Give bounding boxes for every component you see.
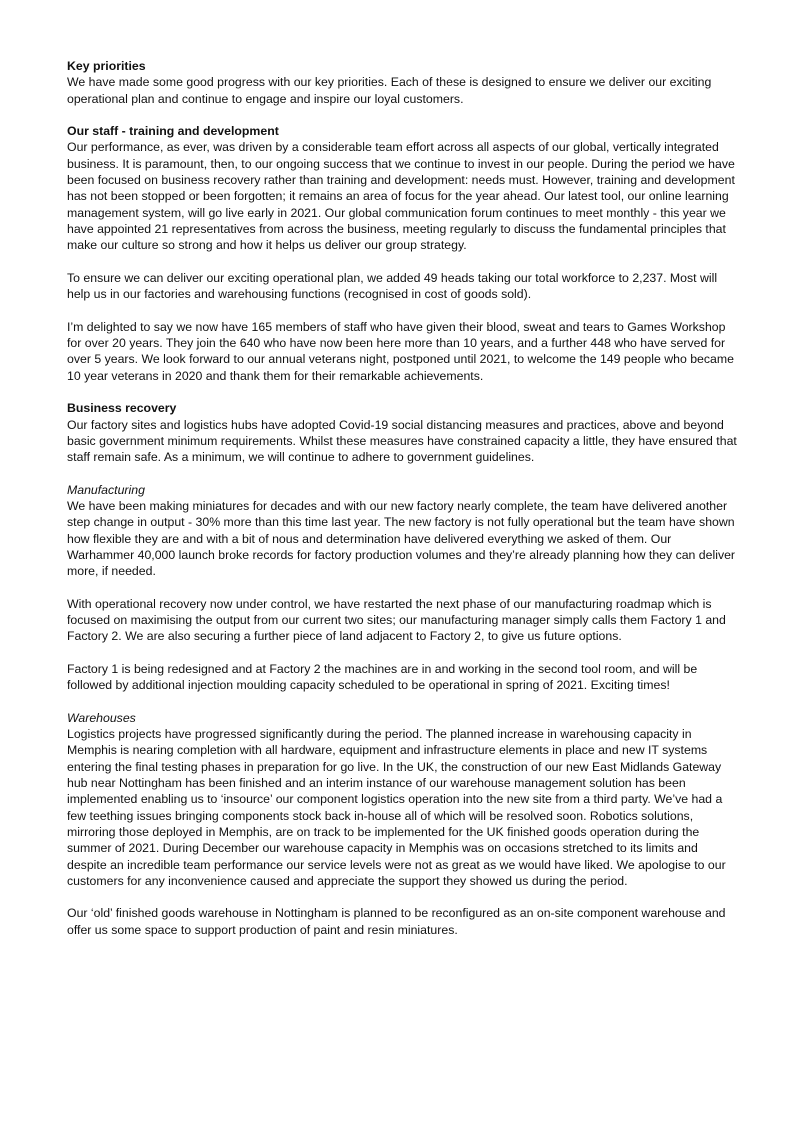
section-warehouses bbox=[67, 710, 739, 889]
subheading-warehouses: Warehouses bbox=[67, 710, 136, 725]
paragraph: Logistics projects have progressed significantly during the period. The planned increase in warehousing capacity in Memphis is nearing completion with all hardware, equipment and infrastructure elements in place and new IT systems entering the final testing phases in preparation for go live. In the UK, the construction of our new East Midlands Gateway hub near Nottingham has been finished and an interim instance of our warehouse management solution has been implemented enabling us to ‘insource’ our component logistics operation into the new site from a third party. We’ve had a few teething issues bringing components stock back in-house all of which will be resolved soon. Robotics solutions, mirroring those deployed in Memphis, are on track to be implemented for the UK finished goods operation during the summer of 2021. During December our warehouse capacity in Memphis was on occasions stretched to its limits and despite an incredible team performance our service levels were not as great as we would have liked. We apologise to our customers for any inconvenience caused and appreciate the support they showed us during the period. bbox=[67, 727, 726, 888]
paragraph: Our ‘old’ finished goods warehouse in Nottingham is planned to be reconfigured as an on-site component warehouse and offer us some space to support production of paint and resin miniatures. bbox=[67, 906, 726, 937]
document-page bbox=[67, 58, 739, 954]
paragraph: Factory 1 is being redesigned and at Factory 2 the machines are in and working in the second tool room, and will be followed by additional injection moulding capacity scheduled to be operational in spring of 2021. Exciting times! bbox=[67, 661, 698, 693]
paragraph: We have been making miniatures for decades and with our new factory nearly complete, the team have delivered another step change in output - 30% more than this time last year. The new factory is not fully operational but the team have shown how flexible they are and with a bit of nous and determination have delivered everything we asked of them. Our Warhammer 40,000 launch broke records for factory production volumes and they’re already planning how they can deliver more, if needed. bbox=[67, 499, 736, 579]
paragraph: Our factory sites and logistics hubs have adopted Covid-19 social distancing measures and practices, above and beyond basic government minimum requirements. Whilst these measures have constrained capacity a little, they have ensured that staff remain safe. As a minimum, we will continue to adhere to government guidelines. bbox=[67, 417, 737, 465]
section-staff bbox=[67, 123, 739, 253]
section-manufacturing bbox=[67, 482, 739, 580]
paragraph: With operational recovery now under control, we have restarted the next phase of our manufacturing roadmap which is focused on maximising the output from our current two sites; our manufacturing manager simply calls them Factory 1 and Factory 2. We are also securing a further piece of land adjacent to Factory 2, to give us future options. bbox=[67, 596, 726, 644]
heading-business-recovery: Business recovery bbox=[67, 401, 177, 416]
paragraph: We have made some good progress with our key priorities. Each of these is designed to ensure we deliver our exciting operational plan and continue to engage and inspire our loyal customers. bbox=[67, 75, 712, 106]
paragraph: To ensure we can deliver our exciting operational plan, we added 49 heads taking our total workforce to 2,237. Most will help us in our factories and warehousing functions (recognised in cost of goods sold). bbox=[67, 270, 718, 302]
subheading-manufacturing: Manufacturing bbox=[67, 482, 145, 497]
section-key-priorities bbox=[67, 58, 739, 107]
paragraph: I’m delighted to say we now have 165 members of staff who have given their blood, sweat and tears to Games Workshop for over 20 years. They join the 640 who have now been here more than 10 years, and a further 448 who have served for over 5 years. We look forward to our annual veterans night, postponed until 2021, to welcome the 149 people who became 10 year veterans in 2020 and thank them for their remarkable achievements. bbox=[67, 319, 734, 383]
section-business-recovery bbox=[67, 400, 739, 465]
paragraph: Our performance, as ever, was driven by a considerable team effort across all aspects of our global, vertically integrated business. It is paramount, then, to our ongoing success that we continue to invest in our people. During the period we have been focused on business recovery rather than training and development: needs must. However, training and development has not been stopped or been forgotten; it remains an area of focus for the year ahead. Our latest tool, our online learning management system, will go live early in 2021. Our global communication forum continues to meet monthly - this year we have appointed 21 representatives from across the business, meeting regularly to discuss the fundamental principles that make our culture so strong and how it helps us deliver our group strategy. bbox=[67, 140, 735, 253]
heading-staff-training: Our staff - training and development bbox=[67, 124, 279, 139]
heading-key-priorities: Key priorities bbox=[67, 59, 146, 73]
